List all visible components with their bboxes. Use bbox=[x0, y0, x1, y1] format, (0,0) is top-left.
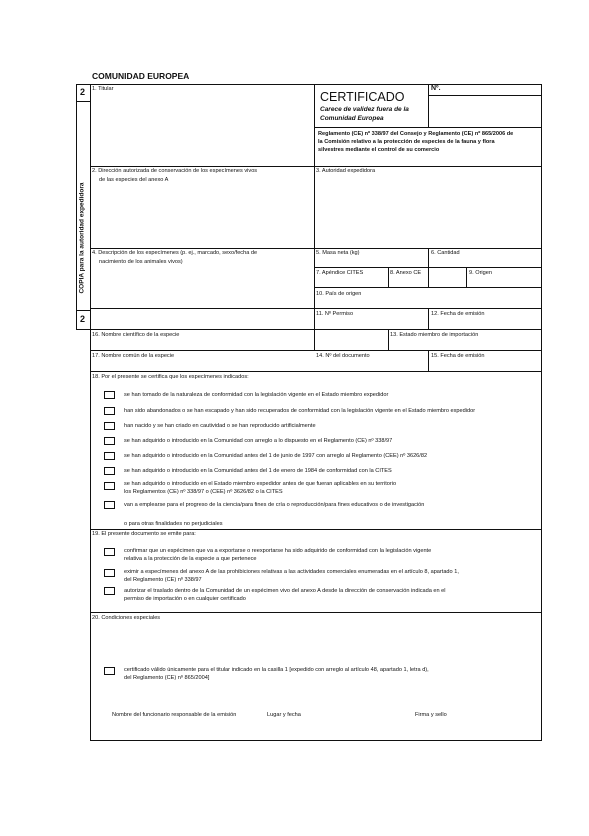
field-11-permit-number: 11. Nº Permiso bbox=[316, 311, 354, 317]
field-2-address-line1: 2. Dirección autorizada de conservación de los especímenes vivos bbox=[92, 168, 258, 174]
field-1-titular: 1. Titular bbox=[92, 86, 114, 92]
field-4-description-line1: 4. Descripción de los especímenes (p. ej., marcado, sexo/fecha de bbox=[92, 250, 258, 256]
checkbox-19-exempt[interactable] bbox=[104, 569, 115, 577]
official-name-label: Nombre del funcionario responsable de la emisión bbox=[112, 712, 237, 718]
section-18-other-purposes: o para otras finalidades no perjudiciales bbox=[124, 521, 223, 527]
section-20-item-line2: del Reglamento (CE) nº 865/2004] bbox=[124, 675, 210, 681]
field-9-origin: 9. Origen bbox=[469, 270, 493, 276]
field-16-scientific-name: 16. Nombre científico de la especie bbox=[92, 332, 180, 338]
section-19-item2-line1: eximir a especímenes del anexo A de las prohibiciones relativas a las actividades comerciales enumeradas en el artículo 8, apartado 1, bbox=[124, 569, 459, 575]
checkbox-19-confirm[interactable] bbox=[104, 548, 115, 556]
copy-number-bottom: 2 bbox=[80, 314, 86, 324]
copy-number-top: 2 bbox=[80, 87, 86, 97]
section-19-item3-line1: autorizar el traslado dentro de la Comunidad de un espécimen vivo del anexo A desde la dirección de conservación indicada en el bbox=[124, 588, 446, 594]
validity-note-line2: Comunidad Europea bbox=[320, 115, 384, 122]
section-19-item1-line2: relativa a la protección de la especie a que pertenece bbox=[124, 556, 257, 562]
regulation-line2: la Comisión relativo a la protección de especies de la fauna y flora bbox=[318, 139, 495, 145]
field-10-country-origin: 10. País de origen bbox=[316, 291, 362, 297]
place-date-label: Lugar y fecha bbox=[267, 712, 301, 718]
section-18-item: se han adquirido o introducido en la Comunidad con arreglo a lo dispuesto en el Reglamento (CE) nº 338/97 bbox=[124, 438, 393, 444]
certificate-title: CERTIFICADO bbox=[320, 90, 405, 104]
section-18-item: van a emplearse para el progreso de la ciencia/para fines de cría o reproducción/para fines educativos o de investigación bbox=[124, 502, 425, 508]
checkbox-18-recovered[interactable] bbox=[104, 407, 115, 415]
section-19-item3-line2: permiso de importación o en cualquier certificado bbox=[124, 596, 246, 602]
section-18-heading: 18. Por el presente se certifica que los especímenes indicados: bbox=[92, 374, 249, 380]
checkbox-18-captive-bred[interactable] bbox=[104, 422, 115, 430]
section-18-item-continuation: los Reglamentos (CE) nº 338/97 o (CEE) nº 3626/82 o la CITES bbox=[124, 489, 283, 495]
field-3-authority: 3. Autoridad expedidora bbox=[316, 168, 376, 174]
field-14-document-number: 14. Nº del documento bbox=[316, 353, 370, 359]
checkbox-18-before-1984[interactable] bbox=[104, 467, 115, 475]
section-19-heading: 19. El presente documento se emite para: bbox=[92, 531, 196, 537]
field-15-issue-date: 15. Fecha de emisión bbox=[431, 353, 485, 359]
copy-vertical-label: COPIA para la autoridad expedidora bbox=[78, 182, 86, 294]
section-18-item: se han adquirido o introducido en el Estado miembro expedidor antes de que fueran aplicables en su territorio bbox=[124, 481, 397, 487]
field-6-quantity: 6. Cantidad bbox=[431, 250, 460, 256]
field-12-issue-date: 12. Fecha de emisión bbox=[431, 311, 485, 317]
regulation-line3: silvestres mediante el control de su comercio bbox=[318, 147, 440, 153]
section-19-item1-line1: confirmar que un espécimen que va a exportarse o reexportarse ha sido adquirido de conformidad con la legislación vigente bbox=[124, 548, 432, 554]
validity-note-line1: Carece de validez fuera de la bbox=[320, 106, 409, 113]
checkbox-20-holder-only[interactable] bbox=[104, 667, 115, 675]
signature-seal-label: Firma y sello bbox=[415, 712, 447, 718]
certificate-number-label: Nº. bbox=[431, 85, 441, 92]
section-18-item: se han adquirido o introducido en la Comunidad antes del 1 de enero de 1984 de conformidad con la CITES bbox=[124, 468, 392, 474]
field-17-common-name: 17. Nombre común de la especie bbox=[92, 353, 175, 359]
section-19-item2-line2: del Reglamento (CE) nº 338/97 bbox=[124, 577, 202, 583]
section-18-item: han sido abandonados o se han escapado y han sido recuperados de conformidad con la legislación vigente en el Estado miembro expedidor bbox=[124, 408, 476, 414]
regulation-line1: Reglamento (CE) nº 338/97 del Consejo y Reglamento (CE) nº 865/2006 de bbox=[318, 131, 514, 137]
checkbox-18-before-1997[interactable] bbox=[104, 452, 115, 460]
checkbox-18-reg-338[interactable] bbox=[104, 437, 115, 445]
checkbox-18-member-state[interactable] bbox=[104, 482, 115, 490]
field-5-net-mass: 5. Masa neta (kg) bbox=[316, 250, 360, 256]
section-20-item-line1: certificado válido únicamente para el titular indicado en la casilla 1 [expedido con arreglo al artículo 48, apartado 1, letra d), bbox=[124, 667, 429, 673]
checkbox-18-wild[interactable] bbox=[104, 391, 115, 399]
section-20-heading: 20. Condiciones especiales bbox=[92, 615, 161, 621]
section-18-item: se han tomado de la naturaleza de conformidad con la legislación vigente en el Estado miembro expedidor bbox=[124, 392, 389, 398]
community-heading: COMUNIDAD EUROPEA bbox=[92, 71, 190, 81]
section-18-item: han nacido y se han criado en cautividad o se han reproducido artificialmente bbox=[124, 423, 316, 429]
field-2-address-line2: de las especies del anexo A bbox=[99, 177, 169, 183]
field-7-cites-appendix: 7. Apéndice CITES bbox=[316, 270, 364, 276]
checkbox-18-science[interactable] bbox=[104, 501, 115, 509]
section-18-item: se han adquirido o introducido en la Comunidad antes del 1 de junio de 1997 con arreglo al Reglamento (CEE) nº 3626/82 bbox=[124, 453, 428, 459]
field-8-ec-annex: 8. Anexo CE bbox=[390, 270, 422, 276]
field-4-description-line2: nacimiento de los animales vivos) bbox=[99, 259, 183, 265]
checkbox-19-transfer[interactable] bbox=[104, 587, 115, 595]
field-13-importing-state: 13. Estado miembro de importación bbox=[390, 332, 479, 338]
